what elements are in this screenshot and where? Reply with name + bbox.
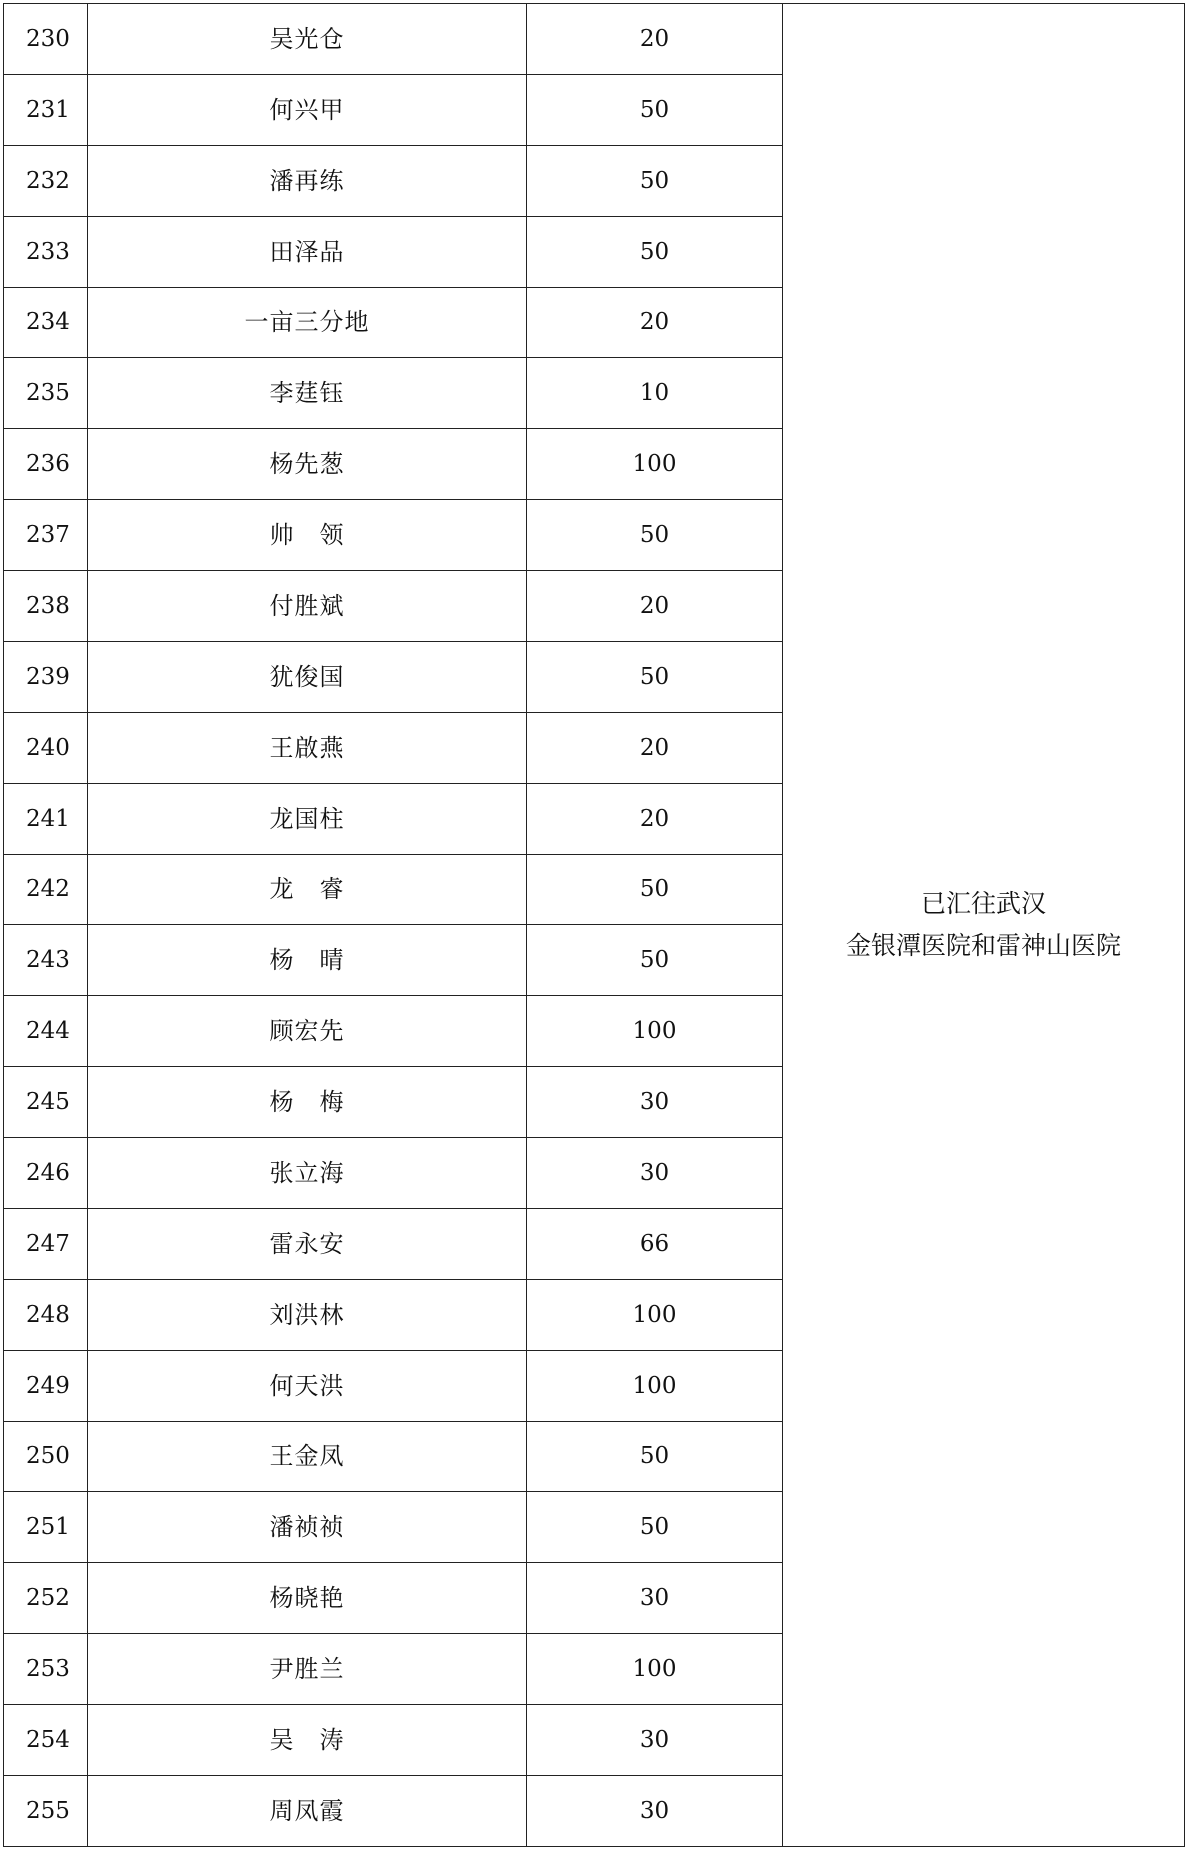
row-number-cell: 239 xyxy=(4,641,88,712)
table-row xyxy=(4,4,1185,75)
row-number-cell: 244 xyxy=(4,996,88,1067)
amount-cell: 10 xyxy=(527,358,783,429)
donor-name-cell: 王啟燕 xyxy=(88,712,527,783)
amount-cell: 100 xyxy=(527,1350,783,1421)
amount-cell: 50 xyxy=(527,641,783,712)
row-number-cell: 235 xyxy=(4,358,88,429)
donor-name-cell: 帅 领 xyxy=(88,500,527,571)
amount-cell: 100 xyxy=(527,1279,783,1350)
donor-name-cell: 张立海 xyxy=(88,1138,527,1209)
donor-name-cell: 周凤霞 xyxy=(88,1775,527,1846)
amount-cell: 100 xyxy=(527,996,783,1067)
donor-name-cell: 吴光仓 xyxy=(88,4,527,75)
amount-cell: 50 xyxy=(527,925,783,996)
donor-name-cell: 何天洪 xyxy=(88,1350,527,1421)
row-number-cell: 252 xyxy=(4,1563,88,1634)
row-number-cell: 236 xyxy=(4,429,88,500)
donor-name-cell: 何兴甲 xyxy=(88,74,527,145)
donor-name-cell: 杨晓艳 xyxy=(88,1563,527,1634)
row-number-cell: 233 xyxy=(4,216,88,287)
remittance-note-cell xyxy=(783,4,1185,1847)
remittance-note-line1: 已汇往武汉 xyxy=(920,889,1046,918)
donor-name-cell: 潘祯祯 xyxy=(88,1492,527,1563)
table-body xyxy=(4,4,1185,1847)
row-number-cell: 232 xyxy=(4,145,88,216)
amount-cell: 20 xyxy=(527,712,783,783)
donor-name-cell: 田泽品 xyxy=(88,216,527,287)
donor-name-cell: 王金凤 xyxy=(88,1421,527,1492)
row-number-cell: 255 xyxy=(4,1775,88,1846)
amount-cell: 50 xyxy=(527,145,783,216)
remittance-note-line2: 金银潭医院和雷神山医院 xyxy=(845,931,1121,960)
amount-cell: 20 xyxy=(527,4,783,75)
donor-name-cell: 杨先葱 xyxy=(88,429,527,500)
donor-name-cell: 龙 睿 xyxy=(88,854,527,925)
donor-name-cell: 顾宏先 xyxy=(88,996,527,1067)
amount-cell: 30 xyxy=(527,1775,783,1846)
row-number-cell: 238 xyxy=(4,571,88,642)
donor-name-cell: 杨 晴 xyxy=(88,925,527,996)
donor-name-cell: 潘再练 xyxy=(88,145,527,216)
donor-name-cell: 吴 涛 xyxy=(88,1705,527,1776)
donor-name-cell: 付胜斌 xyxy=(88,571,527,642)
row-number-cell: 242 xyxy=(4,854,88,925)
row-number-cell: 248 xyxy=(4,1279,88,1350)
amount-cell: 50 xyxy=(527,216,783,287)
row-number-cell: 237 xyxy=(4,500,88,571)
row-number-cell: 245 xyxy=(4,1067,88,1138)
donation-table xyxy=(3,3,1185,1847)
donor-name-cell: 犹俊国 xyxy=(88,641,527,712)
row-number-cell: 230 xyxy=(4,4,88,75)
amount-cell: 50 xyxy=(527,74,783,145)
donor-name-cell: 杨 梅 xyxy=(88,1067,527,1138)
row-number-cell: 231 xyxy=(4,74,88,145)
row-number-cell: 240 xyxy=(4,712,88,783)
amount-cell: 50 xyxy=(527,1492,783,1563)
amount-cell: 20 xyxy=(527,783,783,854)
amount-cell: 20 xyxy=(527,287,783,358)
amount-cell: 30 xyxy=(527,1067,783,1138)
amount-cell: 30 xyxy=(527,1705,783,1776)
row-number-cell: 246 xyxy=(4,1138,88,1209)
amount-cell: 66 xyxy=(527,1208,783,1279)
amount-cell: 50 xyxy=(527,854,783,925)
row-number-cell: 253 xyxy=(4,1634,88,1705)
amount-cell: 50 xyxy=(527,500,783,571)
row-number-cell: 251 xyxy=(4,1492,88,1563)
row-number-cell: 254 xyxy=(4,1705,88,1776)
amount-cell: 30 xyxy=(527,1138,783,1209)
donor-name-cell: 李莛钰 xyxy=(88,358,527,429)
donor-name-cell: 尹胜兰 xyxy=(88,1634,527,1705)
row-number-cell: 234 xyxy=(4,287,88,358)
donor-name-cell: 刘洪林 xyxy=(88,1279,527,1350)
donor-name-cell: 龙国柱 xyxy=(88,783,527,854)
row-number-cell: 243 xyxy=(4,925,88,996)
amount-cell: 100 xyxy=(527,429,783,500)
row-number-cell: 241 xyxy=(4,783,88,854)
row-number-cell: 247 xyxy=(4,1208,88,1279)
amount-cell: 50 xyxy=(527,1421,783,1492)
amount-cell: 30 xyxy=(527,1563,783,1634)
donor-name-cell: 雷永安 xyxy=(88,1208,527,1279)
row-number-cell: 249 xyxy=(4,1350,88,1421)
amount-cell: 20 xyxy=(527,571,783,642)
donor-name-cell: 一亩三分地 xyxy=(88,287,527,358)
row-number-cell: 250 xyxy=(4,1421,88,1492)
amount-cell: 100 xyxy=(527,1634,783,1705)
